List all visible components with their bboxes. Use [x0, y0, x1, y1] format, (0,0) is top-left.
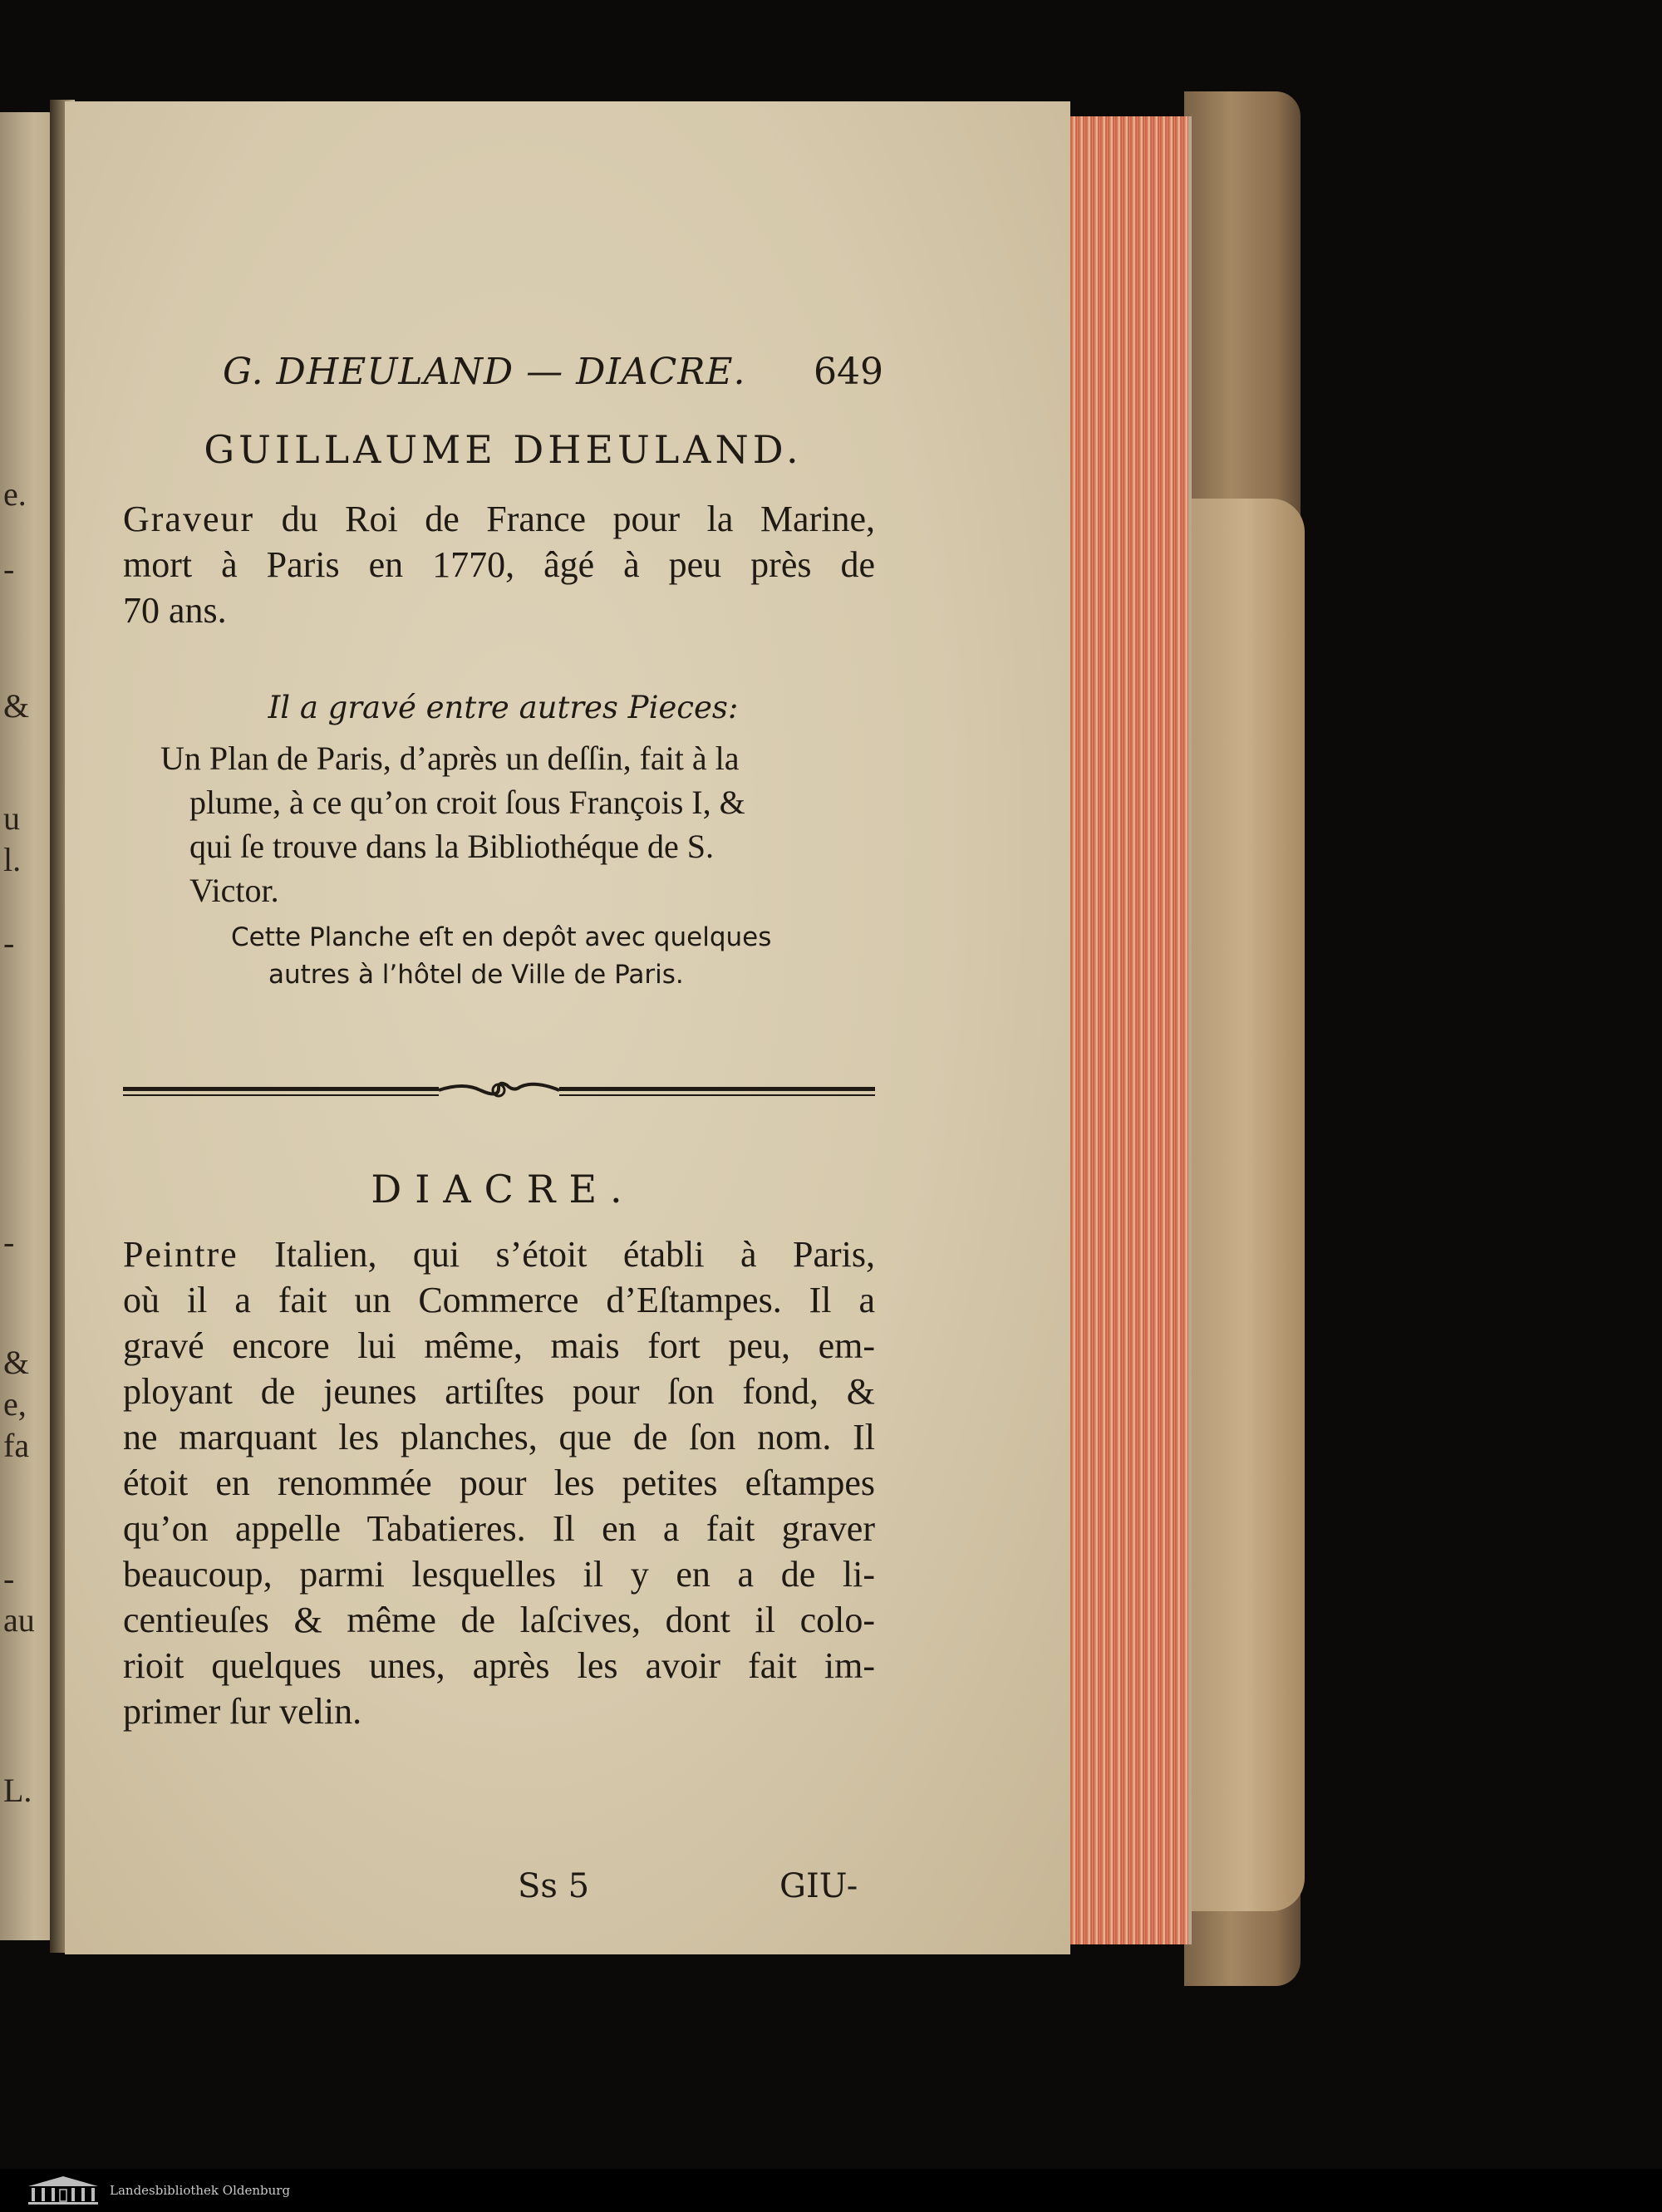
left-fragment: - — [3, 550, 15, 587]
library-building-icon — [25, 2175, 101, 2206]
entry-title-dheuland: GUILLAUME DHEULAND. — [204, 427, 803, 472]
left-fragment: u — [3, 799, 20, 837]
left-fragment: e, — [3, 1385, 27, 1423]
line-rest: Italien, qui s’étoit établi à Paris, — [238, 1234, 875, 1275]
lead-word: Graveur — [123, 499, 255, 539]
left-fragment: au — [3, 1601, 35, 1639]
work-line: Un Plan de Paris, d’après un deſſin, fait à la — [160, 740, 740, 777]
entry-title-diacre: DIACRE. — [371, 1167, 636, 1212]
left-fragment: l. — [3, 841, 22, 878]
entry-paragraph-diacre — [123, 1231, 875, 1734]
line-rest: du Roi de France pour la Marine, — [254, 499, 875, 539]
library-name: Landesbibliothek Oldenburg — [110, 2183, 291, 2198]
para-line: mort à Paris en 1770, âgé à peu près de — [123, 544, 875, 585]
para-line: étoit en renommée pour les petites eſtampes — [123, 1462, 875, 1503]
left-page-edge — [0, 112, 57, 1940]
para-line: qu’on appelle Tabatieres. Il en a fait graver — [123, 1508, 875, 1549]
page-edges — [1055, 116, 1192, 1944]
para-line: ne marquant les planches, que de ſon nom. Il — [123, 1417, 875, 1457]
para-line: beaucoup, parmi lesquelles il y en a de li- — [123, 1554, 875, 1595]
work-line: Victor. — [189, 872, 279, 909]
signature-mark: Ss 5 — [518, 1867, 590, 1905]
catchword: GIU- — [779, 1867, 858, 1905]
para-line — [123, 496, 875, 542]
para-line — [123, 1231, 875, 1277]
para-line: 70 ans. — [123, 590, 227, 631]
left-fragment: e. — [3, 475, 27, 513]
left-fragment: & — [3, 687, 30, 725]
para-line: ployant de jeunes artiſtes pour ſon fond, & — [123, 1371, 875, 1412]
left-fragment: & — [3, 1344, 30, 1381]
para-line: où il a fait un Commerce d’Eſtampes. Il a — [123, 1280, 875, 1320]
para-line: rioit quelques unes, après les avoir fait im- — [123, 1645, 875, 1686]
para-line: centieuſes & même de laſcives, dont il colo- — [123, 1600, 875, 1640]
right-page — [65, 101, 1070, 1954]
work-line: plume, à ce qu’on croit ſous François I, & — [189, 784, 745, 821]
subheading: Il a gravé entre autres Pieces: — [268, 690, 739, 725]
running-head-title: G. DHEULAND — DIACRE. — [223, 351, 746, 393]
left-fragment: - — [3, 1560, 15, 1597]
note-line: Cette Planche eſt en depôt avec quelques — [231, 922, 772, 952]
ornamental-rule — [123, 1074, 875, 1107]
lead-word: Peintre — [123, 1234, 238, 1275]
work-line: qui ſe trouve dans la Bibliothéque de S. — [189, 828, 714, 865]
note-line: autres à l’hôtel de Ville de Paris. — [268, 960, 684, 990]
left-fragment: - — [3, 924, 15, 961]
para-line: gravé encore lui même, mais fort peu, em- — [123, 1325, 875, 1366]
book-cover-board — [1188, 499, 1305, 1911]
running-head — [123, 351, 883, 401]
left-fragment: fa — [3, 1427, 30, 1464]
para-line: primer ſur velin. — [123, 1691, 362, 1732]
footer-bar — [0, 2169, 1662, 2212]
entry-paragraph-dheuland — [123, 496, 875, 633]
page-number: 649 — [814, 351, 883, 393]
left-fragment: - — [3, 1223, 15, 1261]
left-fragment: L. — [3, 1772, 32, 1809]
